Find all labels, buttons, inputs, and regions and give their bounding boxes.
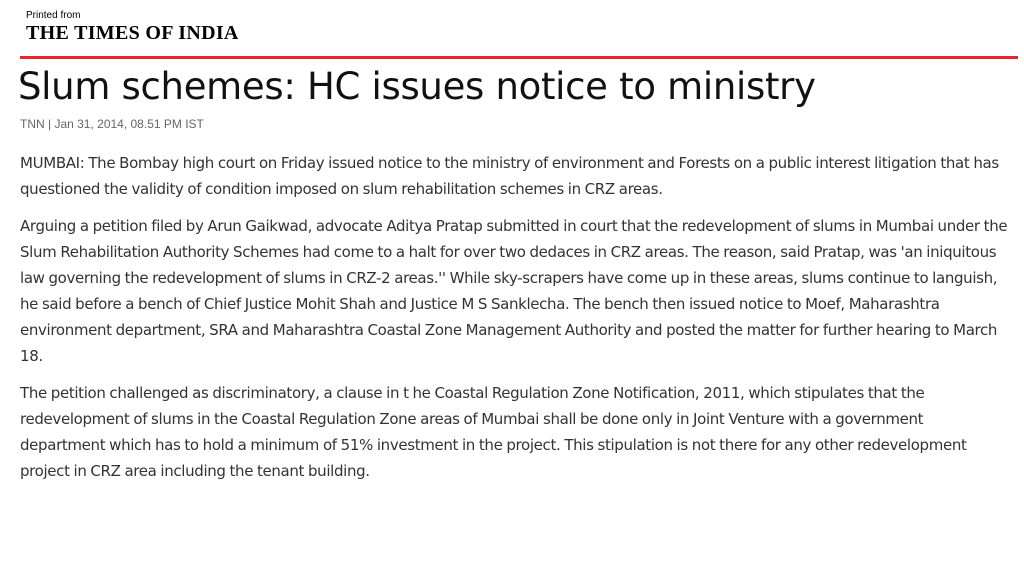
masthead — [26, 10, 239, 44]
article-paragraph: MUMBAI: The Bombay high court on Friday issued notice to the ministry of environment and Forests on a public interest litigation that has questioned the validity of condition imposed on slum rehabilitation schemes in CRZ areas. — [20, 154, 999, 198]
article-headline: Slum schemes: HC issues notice to ministry — [18, 65, 816, 108]
publication-logo: THE TIMES OF INDIA — [26, 22, 239, 44]
article-body — [20, 150, 1010, 495]
article-paragraph: Arguing a petition filed by Arun Gaikwad, advocate Aditya Pratap submitted in court that the redevelopment of slums in Mumbai under the Slum Rehabilitation Authority Schemes had come to a halt for over two dedaces in CRZ areas. The reason, said Pratap, was 'an iniquitous law governing the redevelopment of slums in CRZ-2 areas.'' While sky-scrapers have come up in these areas, slums continue to languish, he said before a bench of Chief Justice Mohit Shah and Justice M S Sanklecha. The bench then issued notice to Moef, Maharashtra environment department, SRA and Maharashtra Coastal Zone Management Authority and posted the matter for further hearing to March 18. — [20, 217, 1008, 365]
printed-from-label: Printed from — [26, 10, 81, 21]
header-divider — [20, 56, 1018, 59]
article-byline: TNN | Jan 31, 2014, 08.51 PM IST — [20, 117, 204, 131]
article-paragraph: The petition challenged as discriminatory, a clause in t he Coastal Regulation Zone Notification, 2011, which stipulates that the redevelopment of slums in the Coastal Regulation Zone areas of Mumbai shall be done only in Joint Venture with a government department which has to hold a minimum of 51% investment in the project. This stipulation is not there for any other redevelopment project in CRZ area including the tenant building. — [20, 384, 967, 480]
